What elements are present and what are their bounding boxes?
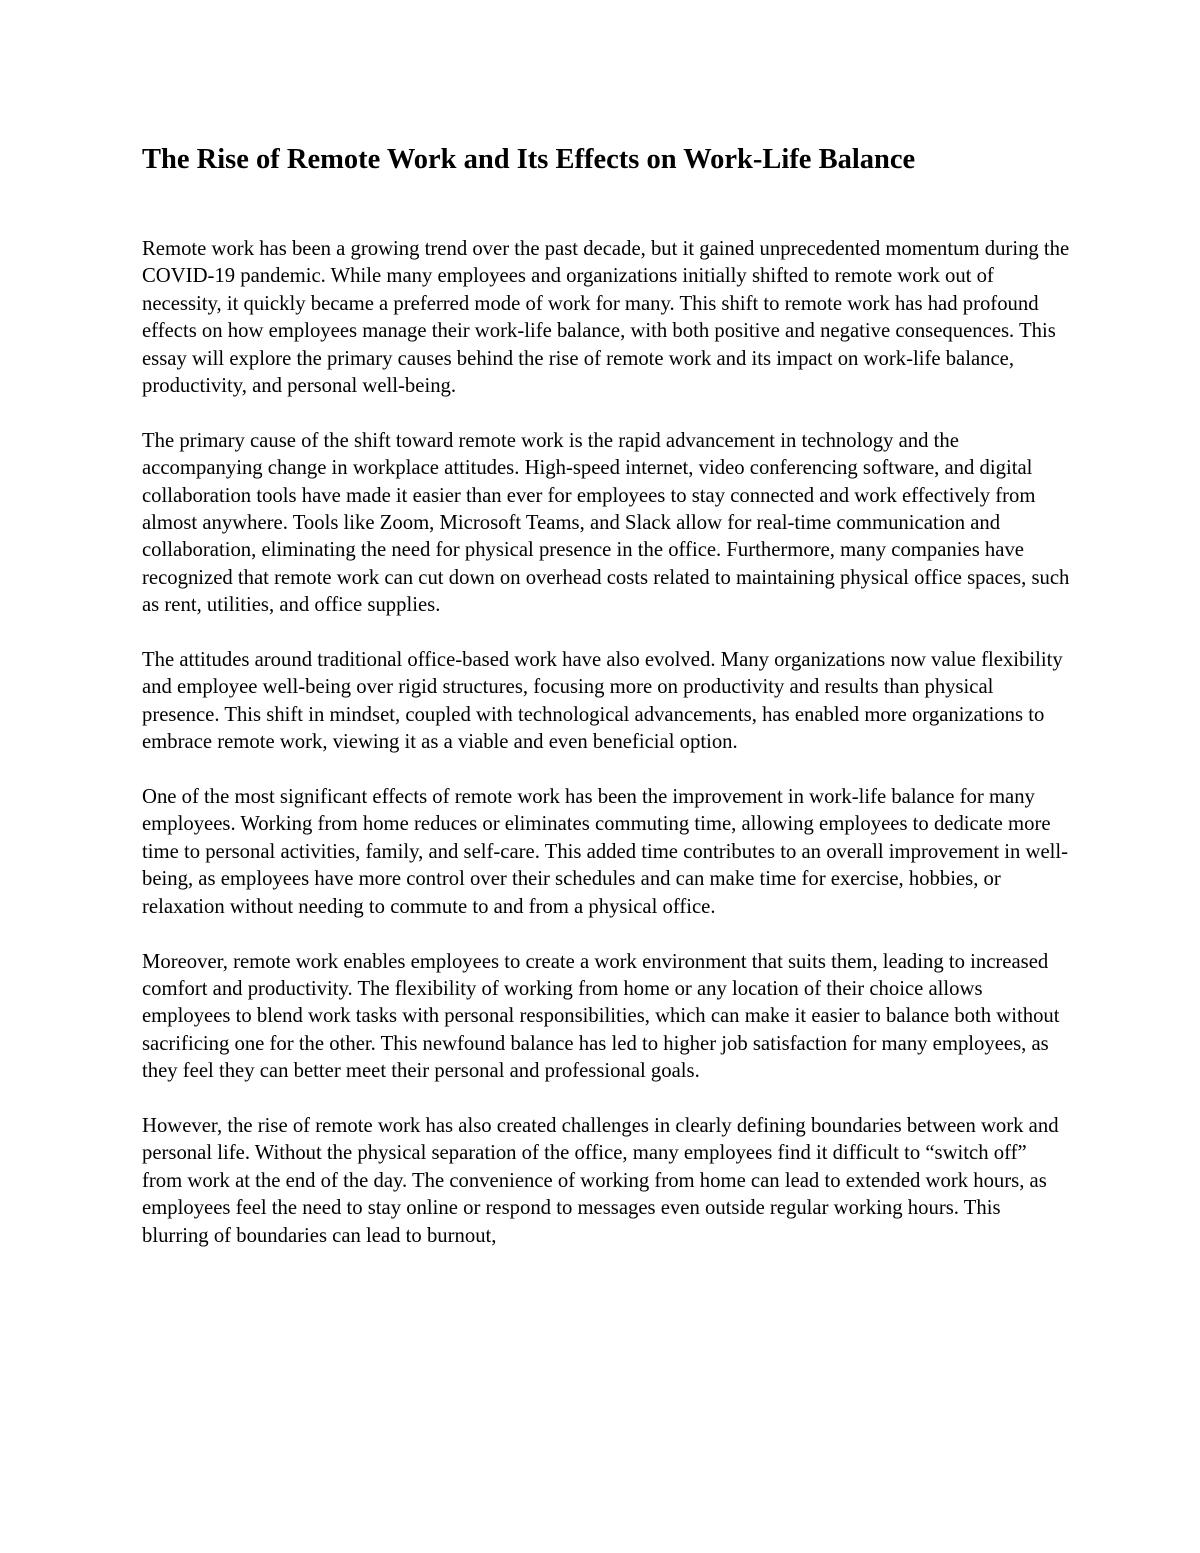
document-page bbox=[142, 142, 1072, 1277]
paragraph-challenges: However, the rise of remote work has also created challenges in clearly defining boundaries between work and personal life. Without the physical separation of the office, many employees find it difficult to “switch off” from work at the end of the day. The convenience of working from home can lead to extended work hours, as employees feel the need to stay online or respond to messages even outside regular working hours. This blurring of boundaries can lead to burnout, bbox=[142, 1114, 1059, 1247]
paragraph-flexibility: Moreover, remote work enables employees to create a work environment that suits them, leading to increased comfort and productivity. The flexibility of working from home or any location of their choice allows employees to blend work tasks with personal responsibilities, which can make it easier to balance both without sacrificing one for the other. This newfound balance has led to higher job satisfaction for many employees, as they feel they can better meet their personal and professional goals. bbox=[142, 950, 1060, 1083]
paragraph-work-life-balance: One of the most significant effects of remote work has been the improvement in work-life balance for many employees. Working from home reduces or eliminates commuting time, allowing employees to dedicate more time to personal activities, family, and self-care. This added time contributes to an overall improvement in well-being, as employees have more control over their schedules and can make time for exercise, hobbies, or relaxation without needing to commute to and from a physical office. bbox=[142, 786, 1069, 918]
paragraph-attitudes: The attitudes around traditional office-based work have also evolved. Many organizations now value flexibility and employee well-being over rigid structures, focusing more on productivity and results than physical presence. This shift in mindset, coupled with technological advancements, has enabled more organizations to embrace remote work, viewing it as a viable and even beneficial option. bbox=[142, 649, 1063, 754]
paragraph-intro: Remote work has been a growing trend over the past decade, but it gained unprecedented momentum during the COVID-19 pandemic. While many employees and organizations initially shifted to remote work out of necessity, it quickly became a preferred mode of work for many. This shift to remote work has had profound effects on how employees manage their work-life balance, with both positive and negative consequences. This essay will explore the primary causes behind the rise of remote work and its impact on work-life balance, productivity, and personal well-being. bbox=[142, 238, 1070, 398]
paragraph-causes: The primary cause of the shift toward remote work is the rapid advancement in technology and the accompanying change in workplace attitudes. High-speed internet, video conferencing software, and digital collaboration tools have made it easier than ever for employees to stay connected and work effectively from almost anywhere. Tools like Zoom, Microsoft Teams, and Slack allow for real-time communication and collaboration, eliminating the need for physical presence in the office. Furthermore, many companies have recognized that remote work can cut down on overhead costs related to maintaining physical office spaces, such as rent, utilities, and office supplies. bbox=[142, 429, 1070, 617]
document-title: The Rise of Remote Work and Its Effects on Work-Life Balance bbox=[142, 144, 916, 175]
